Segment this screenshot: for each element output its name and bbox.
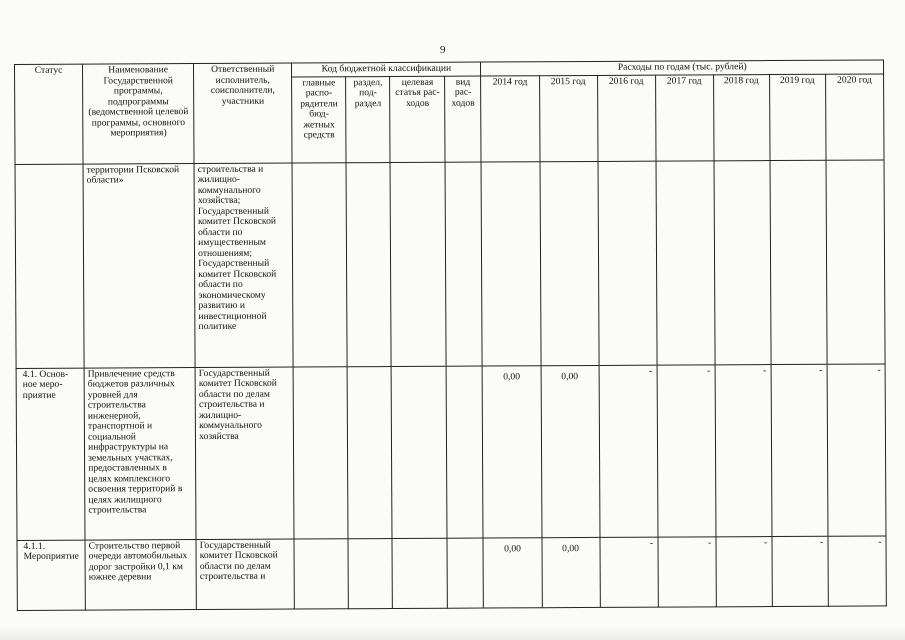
row-code-main-managers: [293, 366, 348, 538]
row-program-name: Строительство первой очереди автомобильных дорог застройки 0,1 км южнее деревни: [85, 539, 196, 610]
row-status: 4.1.1. Мероприятие: [17, 540, 85, 610]
row-code-section: [347, 366, 392, 538]
row-code-target-item: [392, 538, 447, 608]
row-program-name: территории Псковской области»: [83, 163, 195, 368]
header-code-expense-type: вид рас-ходов: [445, 76, 482, 162]
row-value-2015: 0,00: [541, 365, 600, 537]
header-code-section: раздел, под-раздел: [346, 76, 390, 162]
row-responsible: строительства и жилищно-коммунального хозяйства; Государственный комитет Псковской области по имущественным отношениям; Государственный комитет Псковской области по экономическому развитию и инвестиционной политике: [194, 163, 293, 368]
row-value-2016: [598, 161, 657, 365]
row-value-2015: [540, 161, 599, 365]
row-code-target-item: [390, 162, 446, 366]
row-status: [15, 164, 84, 368]
table-row: [15, 159, 885, 368]
row-code-expense-type: [447, 538, 483, 608]
header-status: Статус: [15, 64, 84, 164]
budget-table: [14, 59, 887, 610]
row-value-2014: 0,00: [483, 365, 542, 537]
row-status: 4.1. Основ-ное меро-приятие: [16, 368, 85, 540]
row-value-2020: -: [827, 363, 886, 535]
row-value-2018: -: [715, 364, 772, 536]
row-value-2019: -: [771, 364, 828, 536]
row-value-2016: -: [600, 537, 658, 607]
row-code-expense-type: [446, 366, 483, 538]
header-year-2018: 2018 год: [713, 74, 769, 160]
row-value-2019: -: [772, 536, 828, 606]
row-code-target-item: [391, 366, 447, 538]
row-value-2017: -: [657, 364, 716, 536]
row-value-2014: 0,00: [483, 537, 541, 607]
row-value-2018: [714, 160, 771, 364]
row-value-2019: [770, 160, 827, 364]
header-year-2020: 2020 год: [825, 73, 884, 159]
row-value-2017: -: [658, 536, 716, 606]
row-program-name: Привлечение средств бюджетов различных уровней для строительства инженерной, транспортной и социальной инфраструктуры на земельных участках, предоставленных в целях комплексного освоения территорий в целях жилищного строительства: [84, 367, 196, 540]
header-year-2016: 2016 год: [597, 75, 655, 161]
header-program-name: Наименование Государственной программы, подпрограммы (ведомственной целевой программы, основного мероприятия): [83, 64, 195, 164]
row-value-2017: [656, 160, 715, 364]
row-code-section: [346, 162, 391, 366]
row-code-section: [348, 538, 392, 608]
page-number: 9: [440, 44, 446, 56]
header-responsible: Ответственный исполнитель, соисполнители, участники: [194, 63, 293, 163]
scan-bottom-edge: [0, 626, 905, 640]
header-year-2017: 2017 год: [655, 74, 713, 160]
row-value-2016: -: [599, 365, 658, 537]
header-year-2015: 2015 год: [539, 75, 597, 161]
header-year-2019: 2019 год: [769, 74, 825, 160]
row-value-2020: -: [828, 535, 887, 605]
row-code-main-managers: [294, 538, 348, 608]
row-value-2020: [826, 159, 885, 363]
row-value-2014: [481, 161, 540, 365]
header-code-main-managers: главные распо-рядители бюд-жетных средств: [292, 76, 346, 162]
row-value-2015: 0,00: [541, 537, 599, 607]
row-responsible: Государственный комитет Псковской области по делам строительства и: [196, 539, 294, 610]
row-code-expense-type: [445, 162, 482, 366]
header-year-2014: 2014 год: [481, 75, 539, 161]
row-code-main-managers: [292, 162, 347, 366]
table-row: [17, 535, 886, 610]
row-responsible: Государственный комитет Псковской области по делам строительства и жилищно-коммунального хозяйства: [195, 367, 294, 540]
header-code-target-item: целевая статья рас-ходов: [390, 76, 445, 162]
header-expenses-group: Расходы по годам (тыс. рублей): [481, 60, 884, 76]
table-row: [16, 363, 886, 540]
row-value-2018: -: [716, 536, 772, 606]
header-budget-code-group: Код бюджетной классификации: [292, 62, 481, 76]
